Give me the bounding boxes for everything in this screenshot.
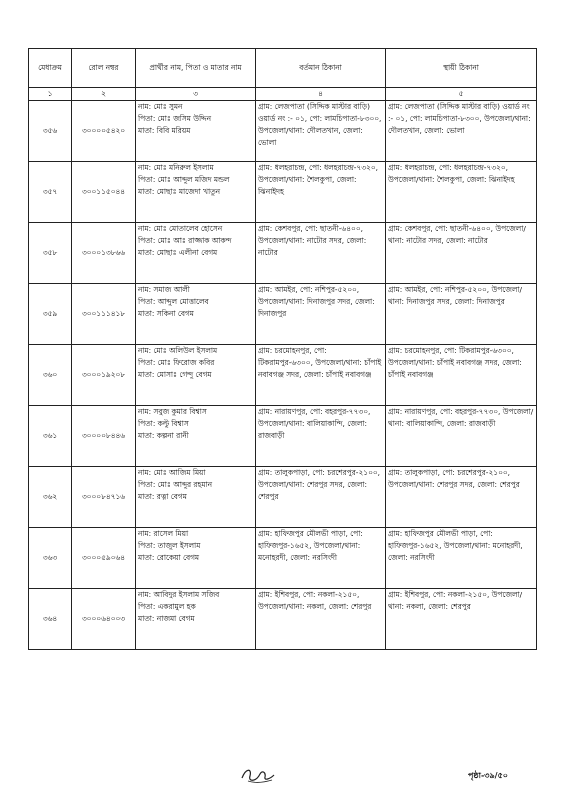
mother-name: মাতা: রোকেয়া বেগম: [138, 553, 200, 562]
present-address-cell: গ্রাম: ধলহরাচন্দ্র, পো: ধলহরাচন্দ্র-৭৩২০, উপজেলা/থানা: শৈলকুপা, জেলা: ঝিনাইদহ: [256, 162, 386, 223]
name-cell: [136, 406, 256, 467]
present-address-cell: গ্রাম: ইশিবপুর, পো: নকলা-২১৫০, উপজেলা/থানা: নকলা, জেলা: শেরপুর: [256, 589, 386, 650]
signature-icon: [238, 764, 278, 786]
candidate-name: নাম: মোঃ আজিম মিয়া: [138, 468, 206, 477]
header-serial: মেধাক্রম: [29, 49, 72, 88]
roll-cell: ৩০০০৫৯০৬৪: [72, 528, 136, 589]
name-cell: [136, 467, 256, 528]
table-row: [29, 162, 537, 223]
candidate-name: নাম: মোঃ সুমন: [138, 102, 183, 111]
candidate-name: নাম: মোঃ অলিউল ইসলাম: [138, 346, 218, 355]
mother-name: মাতা: সকিনা বেগম: [138, 309, 194, 318]
table-row: [29, 589, 537, 650]
serial-cell: ৩৬২: [29, 467, 72, 528]
present-address-cell: গ্রাম: তালুকপাড়া, পো: চরশেরপুর-২১০০, উপজেলা/থানা: শেরপুর সদর, জেলা: শেরপুর: [256, 467, 386, 528]
mother-name: মাতা: মোছাঃ এলীনা বেগম: [138, 248, 218, 257]
header-present-address: বর্তমান ঠিকানা: [256, 49, 386, 88]
permanent-address-cell: গ্রাম: কেশবপুর, পো: ছাতনী-৬৪০০, উপজেলা/থানা: নাটোর সদর, জেলা: নাটোর: [386, 223, 537, 284]
table-row: [29, 284, 537, 345]
permanent-address-cell: গ্রাম: তালুকপাড়া, পো: চরশেরপুর-২১০০, উপজেলা/থানা: শেরপুর সদর, জেলা: শেরপুর: [386, 467, 537, 528]
header-row: [29, 49, 537, 88]
candidate-name: নাম: মোঃ মোতালেব হোসেন: [138, 224, 223, 233]
permanent-address-cell: গ্রাম: হাফিজপুর মৌলভী পাড়া, পো: হাফিজপুর-১৬৫২, উপজেলা/থানা: মনোহরদী, জেলা: নরসিংদী: [386, 528, 537, 589]
table-row: [29, 101, 537, 162]
table-row: [29, 406, 537, 467]
name-cell: [136, 345, 256, 406]
present-address-cell: গ্রাম: চরমোহনপুর, পো: টিকরামপুর-৬৩০০, উপজেলা/থানা: চাঁপাই নবাবগঞ্জ সদর, জেলা: চাঁপাই নবাবগঞ্জ: [256, 345, 386, 406]
roll-cell: ৩০০০১৯২০৮: [72, 345, 136, 406]
present-address-cell: গ্রাম: হাফিজপুর মৌলভী পাড়া, পো: হাফিজপুর-১৬৫২, উপজেলা/থানা: মনোহরদী, জেলা: নরসিংদী: [256, 528, 386, 589]
mother-name: মাতা: মোসাঃ গেন্দু বেগম: [138, 370, 212, 379]
candidate-name: নাম: সবুজ কুমার বিশ্বাস: [138, 407, 207, 416]
candidate-name: নাম: মোঃ মনিরুল ইসলাম: [138, 163, 214, 172]
serial-cell: ৩৬৪: [29, 589, 72, 650]
page-number: পৃষ্ঠা-৩৯/৫০: [468, 771, 508, 780]
serial-cell: ৩৬০: [29, 345, 72, 406]
serial-cell: ৩৫৬: [29, 101, 72, 162]
table-row: [29, 467, 537, 528]
mother-name: মাতা: রত্না বেগম: [138, 492, 187, 501]
serial-cell: ৩৬১: [29, 406, 72, 467]
father-name: পিতা: মোঃ ফিরোজ কবির: [138, 358, 215, 367]
permanent-address-cell: গ্রাম: চরমোহনপুর, পো: টিকরামপুর-৬৩০০, উপজেলা/থানা: চাঁপাই নবাবগঞ্জ সদর, জেলা: চাঁপাই নবাবগঞ্জ: [386, 345, 537, 406]
column-number-row: [29, 88, 537, 101]
father-name: পিতা: একরামুল হক: [138, 602, 196, 611]
serial-cell: ৩৫৯: [29, 284, 72, 345]
name-cell: [136, 162, 256, 223]
father-name: পিতা: মোঃ জসিম উদ্দিন: [138, 114, 212, 123]
permanent-address-cell: গ্রাম: ইশিবপুর, পো: নকলা-২১৫০, উপজেলা/থানা: নকলা, জেলা: শেরপুর: [386, 589, 537, 650]
roll-cell: ৩০০০০৫৪২০: [72, 101, 136, 162]
column-number: ৩: [136, 88, 256, 101]
permanent-address-cell: গ্রাম: নারায়ণপুর, পো: বহরপুর-৭৭৩০, উপজেলা/থানা: বালিয়াকান্দি, জেলা: রাজবাড়ী: [386, 406, 537, 467]
present-address-cell: গ্রাম: নারায়ণপুর, পো: বহরপুর-৭৭৩০, উপজেলা/থানা: বালিয়াকান্দি, জেলা: রাজবাড়ী: [256, 406, 386, 467]
father-name: পিতা: আব্দুল মোত্তালেব: [138, 297, 209, 306]
table-row: [29, 528, 537, 589]
serial-cell: ৩৫৭: [29, 162, 72, 223]
header-permanent-address: স্থায়ী ঠিকানা: [386, 49, 537, 88]
table-row: [29, 223, 537, 284]
roll-cell: ৩০০১১৫০৪৪: [72, 162, 136, 223]
permanent-address-cell: গ্রাম: ধলহরাচন্দ্র, পো: ধলহরাচন্দ্র-৭৩২০, উপজেলা/থানা: শৈলকুপা, জেলা: ঝিনাইদহ: [386, 162, 537, 223]
father-name: পিতা: মোঃ আঃ রাজ্জাক আকন্দ: [138, 236, 232, 245]
father-name: পিতা: কল্টু বিশ্বাস: [138, 419, 189, 428]
name-cell: [136, 589, 256, 650]
mother-name: মাতা: বিবি মরিয়ম: [138, 126, 191, 135]
name-cell: [136, 101, 256, 162]
present-address-cell: গ্রাম: কেশবপুর, পো: ছাতনী-৬৪০০, উপজেলা/থানা: নাটোর সদর, জেলা: নাটোর: [256, 223, 386, 284]
header-name: প্রার্থীর নাম, পিতা ও মাতার নাম: [136, 49, 256, 88]
present-address-cell: গ্রাম: আমইর, পো: নশিপুর-৫২০০, উপজেলা/থানা: দিনাজপুর সদর, জেলা: দিনাজপুর: [256, 284, 386, 345]
column-number: ১: [29, 88, 72, 101]
name-cell: [136, 528, 256, 589]
name-cell: [136, 284, 256, 345]
mother-name: মাতা: নাজমা বেগম: [138, 614, 195, 623]
present-address-cell: গ্রাম: লেজপাতা (সিদ্দিক মাস্টার বাড়ি) ওয়ার্ড নং :- ০১, পো: লামচিপাতা-৮৩০০, উপজেলা/থানা: দৌলতখান, জেলা: ভোলা: [256, 101, 386, 162]
column-number: ২: [72, 88, 136, 101]
father-name: পিতা: মোঃ আব্দুর রহমান: [138, 480, 213, 489]
candidate-name: নাম: সমাজ আলী: [138, 285, 190, 294]
permanent-address-cell: গ্রাম: লেজপাতা (সিদ্দিক মাস্টার বাড়ি) ওয়ার্ড নং :- ০১, পো: লামচিপাতা-৮৩০০, উপজেলা/থানা: দৌলতখান, জেলা: ভোলা: [386, 101, 537, 162]
serial-cell: ৩৬৩: [29, 528, 72, 589]
table-row: [29, 345, 537, 406]
father-name: পিতা: মোঃ আব্দুল মজিদ মন্ডল: [138, 175, 230, 184]
column-number: ৪: [256, 88, 386, 101]
header-roll: রোল নম্বর: [72, 49, 136, 88]
mother-name: মাতা: কল্পনা রানী: [138, 431, 189, 440]
column-number: ৫: [386, 88, 537, 101]
roll-cell: ৩০০১১১৪১৮: [72, 284, 136, 345]
permanent-address-cell: গ্রাম: আমইর, পো: নশিপুর-৫২০০, উপজেলা/থানা: দিনাজপুর সদর, জেলা: দিনাজপুর: [386, 284, 537, 345]
candidate-name: নাম: রাসেল মিয়া: [138, 529, 189, 538]
roll-cell: ৩০০০৬৪০০৩: [72, 589, 136, 650]
roll-cell: ৩০০০১৩৮৬৬: [72, 223, 136, 284]
name-cell: [136, 223, 256, 284]
merit-list-table: [28, 48, 537, 650]
candidate-name: নাম: আবিদুর ইসলাম সজিব: [138, 590, 220, 599]
serial-cell: ৩৫৮: [29, 223, 72, 284]
roll-cell: ৩০০০৮৪৭১৬: [72, 467, 136, 528]
roll-cell: ৩০০০০৮৪৪৬: [72, 406, 136, 467]
father-name: পিতা: তাজুল ইসলাম: [138, 541, 201, 550]
mother-name: মাতা: মোছাঃ মাজেদা খাতুন: [138, 187, 221, 196]
